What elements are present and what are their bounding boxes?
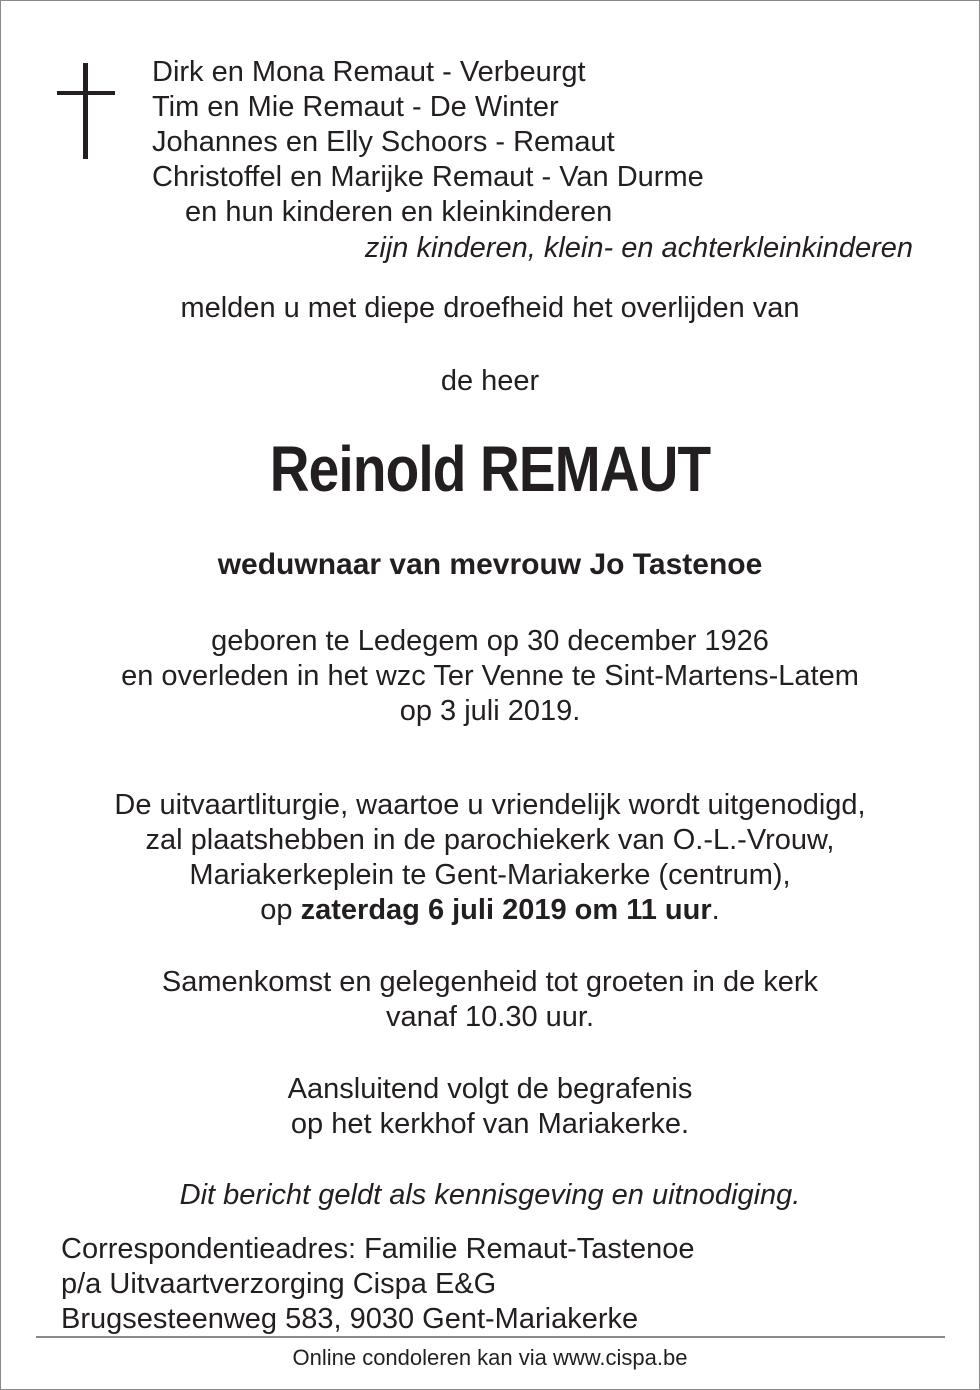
correspondence-address — [61, 1232, 694, 1337]
correspondence-line: Correspondentieadres: Familie Remaut-Tastenoe — [61, 1233, 695, 1265]
liturgy-block — [1, 788, 979, 928]
gathering-line: Samenkomst en gelegenheid tot groeten in de kerk — [161, 966, 819, 998]
died-line: en overleden in het wzc Ter Venne te Sint-Martens-Latem — [121, 660, 859, 692]
spouse-line: weduwnaar van mevrouw Jo Tastenoe — [217, 548, 763, 581]
correspondence-line: Brugsesteenweg 583, 9030 Gent-Mariakerke — [61, 1303, 639, 1335]
liturgy-line: De uitvaartliturgie, waartoe u vriendelijk wordt uitgenodigd, — [114, 789, 866, 821]
deceased-name: Reinold REMAUT — [269, 433, 711, 505]
liturgy-date-prefix: op — [260, 894, 301, 926]
liturgy-date-line — [1, 893, 979, 928]
correspondence-line: p/a Uitvaartverzorging Cispa E&G — [61, 1268, 497, 1300]
honorific: de heer — [440, 365, 540, 397]
liturgy-date: zaterdag 6 juli 2019 om 11 uur — [300, 894, 712, 926]
online-condolence-footer: Online condoleren kan via www.cispa.be — [292, 1345, 688, 1370]
liturgy-line: Mariakerkeplein te Gent-Mariakerke (centrum), — [189, 859, 791, 891]
liturgy-line: zal plaatshebben in de parochiekerk van O.-L.-Vrouw, — [145, 824, 835, 856]
family-line: Tim en Mie Remaut - De Winter — [152, 91, 559, 123]
divider — [36, 1336, 945, 1338]
family-line: Dirk en Mona Remaut - Verbeurgt — [152, 56, 586, 88]
notice-line: Dit bericht geldt als kennisgeving en uitnodiging. — [179, 1179, 801, 1211]
liturgy-date-suffix: . — [711, 894, 720, 926]
family-line: Johannes en Elly Schoors - Remaut — [152, 126, 615, 158]
descendants-line: zijn kinderen, klein- en achterkleinkinderen — [364, 232, 913, 264]
announcement: melden u met diepe droefheid het overlijden van — [180, 292, 800, 324]
burial-place: op het kerkhof van Mariakerke. — [290, 1108, 690, 1140]
cross-icon — [57, 63, 115, 159]
death-date-line: op 3 juli 2019. — [399, 695, 581, 727]
life-dates — [1, 624, 979, 729]
family-line: Christoffel en Marijke Remaut - Van Durme — [152, 161, 704, 193]
gathering-block — [1, 965, 979, 1035]
burial-line: Aansluitend volgt de begrafenis — [287, 1073, 693, 1105]
family-children-line: en hun kinderen en kleinkinderen — [185, 196, 613, 228]
gathering-time: vanaf 10.30 uur. — [386, 1001, 594, 1033]
born-line: geboren te Ledegem op 30 december 1926 — [211, 625, 769, 657]
family-list — [152, 55, 704, 230]
burial-block — [1, 1072, 979, 1142]
